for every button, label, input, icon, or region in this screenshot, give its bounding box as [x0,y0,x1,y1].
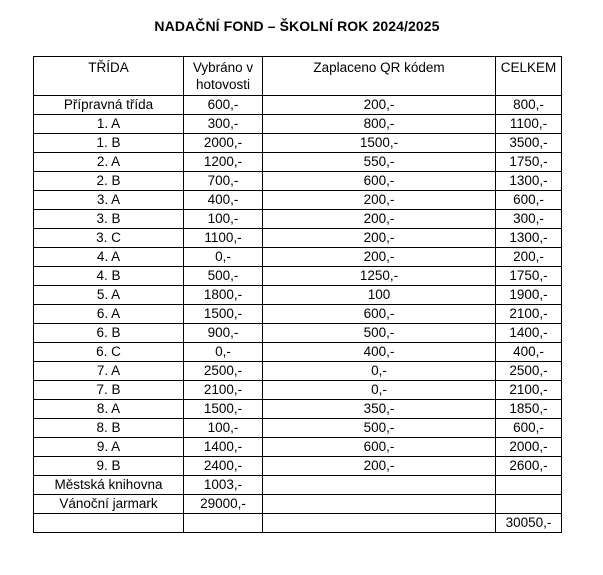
cell-hotovost: 100,- [184,210,263,229]
cell-celkem: 600,- [496,191,562,210]
table-row [34,305,562,324]
cell-trida: Městská knihovna [34,476,184,495]
cell-hotovost: 500,- [184,267,263,286]
cell-hotovost: 29000,- [184,495,263,514]
document-title: NADAČNÍ FOND – ŠKOLNÍ ROK 2024/2025 [154,18,440,34]
cell-qr: 500,- [263,324,496,343]
cell-hotovost: 1400,- [184,438,263,457]
cell-qr: 0,- [263,362,496,381]
cell-qr: 600,- [263,172,496,191]
cell-hotovost: 0,- [184,248,263,267]
table-row [34,343,562,362]
cell-celkem: 800,- [496,96,562,115]
cell-trida: 4. B [34,267,184,286]
cell-hotovost: 600,- [184,96,263,115]
cell-celkem: 600,- [496,419,562,438]
cell-celkem: 2500,- [496,362,562,381]
cell-trida: 6. B [34,324,184,343]
table-row [34,229,562,248]
cell-celkem: 2100,- [496,305,562,324]
table-row [34,419,562,438]
cell-trida: 1. B [34,134,184,153]
cell-qr: 200,- [263,229,496,248]
cell-trida: 3. C [34,229,184,248]
cell-celkem: 200,- [496,248,562,267]
cell-hotovost: 700,- [184,172,263,191]
table-row [34,286,562,305]
table-row [34,191,562,210]
cell-qr: 100 [263,286,496,305]
cell-qr: 200,- [263,210,496,229]
cell-hotovost: 2000,- [184,134,263,153]
table-row [34,381,562,400]
column-header-hotovost: Vybráno v hotovosti [184,57,263,96]
cell-celkem: 1300,- [496,229,562,248]
cell-trida: 2. A [34,153,184,172]
cell-celkem: 3500,- [496,134,562,153]
table-row [34,438,562,457]
total-row-empty-trida [34,514,184,533]
cell-celkem: 1850,- [496,400,562,419]
header-row [34,57,562,96]
cell-qr: 400,- [263,343,496,362]
cell-hotovost: 0,- [184,343,263,362]
table-row [34,115,562,134]
cell-hotovost: 1500,- [184,400,263,419]
cell-hotovost: 1003,- [184,476,263,495]
table-row [34,267,562,286]
cell-trida: 1. A [34,115,184,134]
table-row [34,96,562,115]
cell-hotovost: 2100,- [184,381,263,400]
cell-hotovost: 1200,- [184,153,263,172]
cell-trida: 5. A [34,286,184,305]
cell-trida: 9. B [34,457,184,476]
cell-trida: 2. B [34,172,184,191]
cell-trida: Vánoční jarmark [34,495,184,514]
cell-trida: 8. B [34,419,184,438]
cell-hotovost: 100,- [184,419,263,438]
cell-hotovost: 400,- [184,191,263,210]
cell-trida: 8. A [34,400,184,419]
cell-celkem: 2600,- [496,457,562,476]
cell-qr: 800,- [263,115,496,134]
table-row [34,457,562,476]
cell-qr: 500,- [263,419,496,438]
cell-trida: 9. A [34,438,184,457]
table-row [34,210,562,229]
cell-qr [263,495,496,514]
cell-qr: 350,- [263,400,496,419]
table-row [34,134,562,153]
table-row [34,172,562,191]
cell-celkem: 1750,- [496,267,562,286]
cell-trida: 7. B [34,381,184,400]
total-row-empty-qr [263,514,496,533]
total-value: 30050,- [496,514,562,533]
cell-celkem [496,476,562,495]
cell-qr: 200,- [263,191,496,210]
cell-celkem: 1750,- [496,153,562,172]
cell-qr: 200,- [263,96,496,115]
table-row [34,362,562,381]
cell-hotovost: 2400,- [184,457,263,476]
table-body [34,96,562,514]
cell-hotovost: 1500,- [184,305,263,324]
cell-celkem: 400,- [496,343,562,362]
cell-trida: 3. B [34,210,184,229]
cell-hotovost: 2500,- [184,362,263,381]
total-row-empty-hotovost [184,514,263,533]
cell-trida: 4. A [34,248,184,267]
cell-trida: 6. A [34,305,184,324]
cell-hotovost: 900,- [184,324,263,343]
table-row [34,495,562,514]
fund-table [33,56,562,533]
cell-qr: 1500,- [263,134,496,153]
cell-celkem: 2000,- [496,438,562,457]
column-header-trida: TŘÍDA [34,57,184,96]
cell-celkem: 1400,- [496,324,562,343]
cell-qr: 1250,- [263,267,496,286]
cell-qr [263,476,496,495]
cell-celkem [496,495,562,514]
cell-celkem: 2100,- [496,381,562,400]
cell-qr: 200,- [263,248,496,267]
cell-qr: 200,- [263,457,496,476]
total-row [34,514,562,533]
table-row [34,400,562,419]
table-row [34,324,562,343]
cell-celkem: 1100,- [496,115,562,134]
cell-qr: 600,- [263,305,496,324]
cell-qr: 600,- [263,438,496,457]
cell-qr: 550,- [263,153,496,172]
cell-celkem: 1900,- [496,286,562,305]
cell-trida: 3. A [34,191,184,210]
cell-trida: Přípravná třída [34,96,184,115]
table-row [34,476,562,495]
cell-celkem: 1300,- [496,172,562,191]
cell-qr: 0,- [263,381,496,400]
table-row [34,248,562,267]
column-header-celkem: CELKEM [496,57,562,96]
cell-celkem: 300,- [496,210,562,229]
cell-hotovost: 1800,- [184,286,263,305]
table-row [34,153,562,172]
cell-trida: 7. A [34,362,184,381]
cell-hotovost: 300,- [184,115,263,134]
column-header-qr: Zaplaceno QR kódem [263,57,496,96]
cell-hotovost: 1100,- [184,229,263,248]
cell-trida: 6. C [34,343,184,362]
